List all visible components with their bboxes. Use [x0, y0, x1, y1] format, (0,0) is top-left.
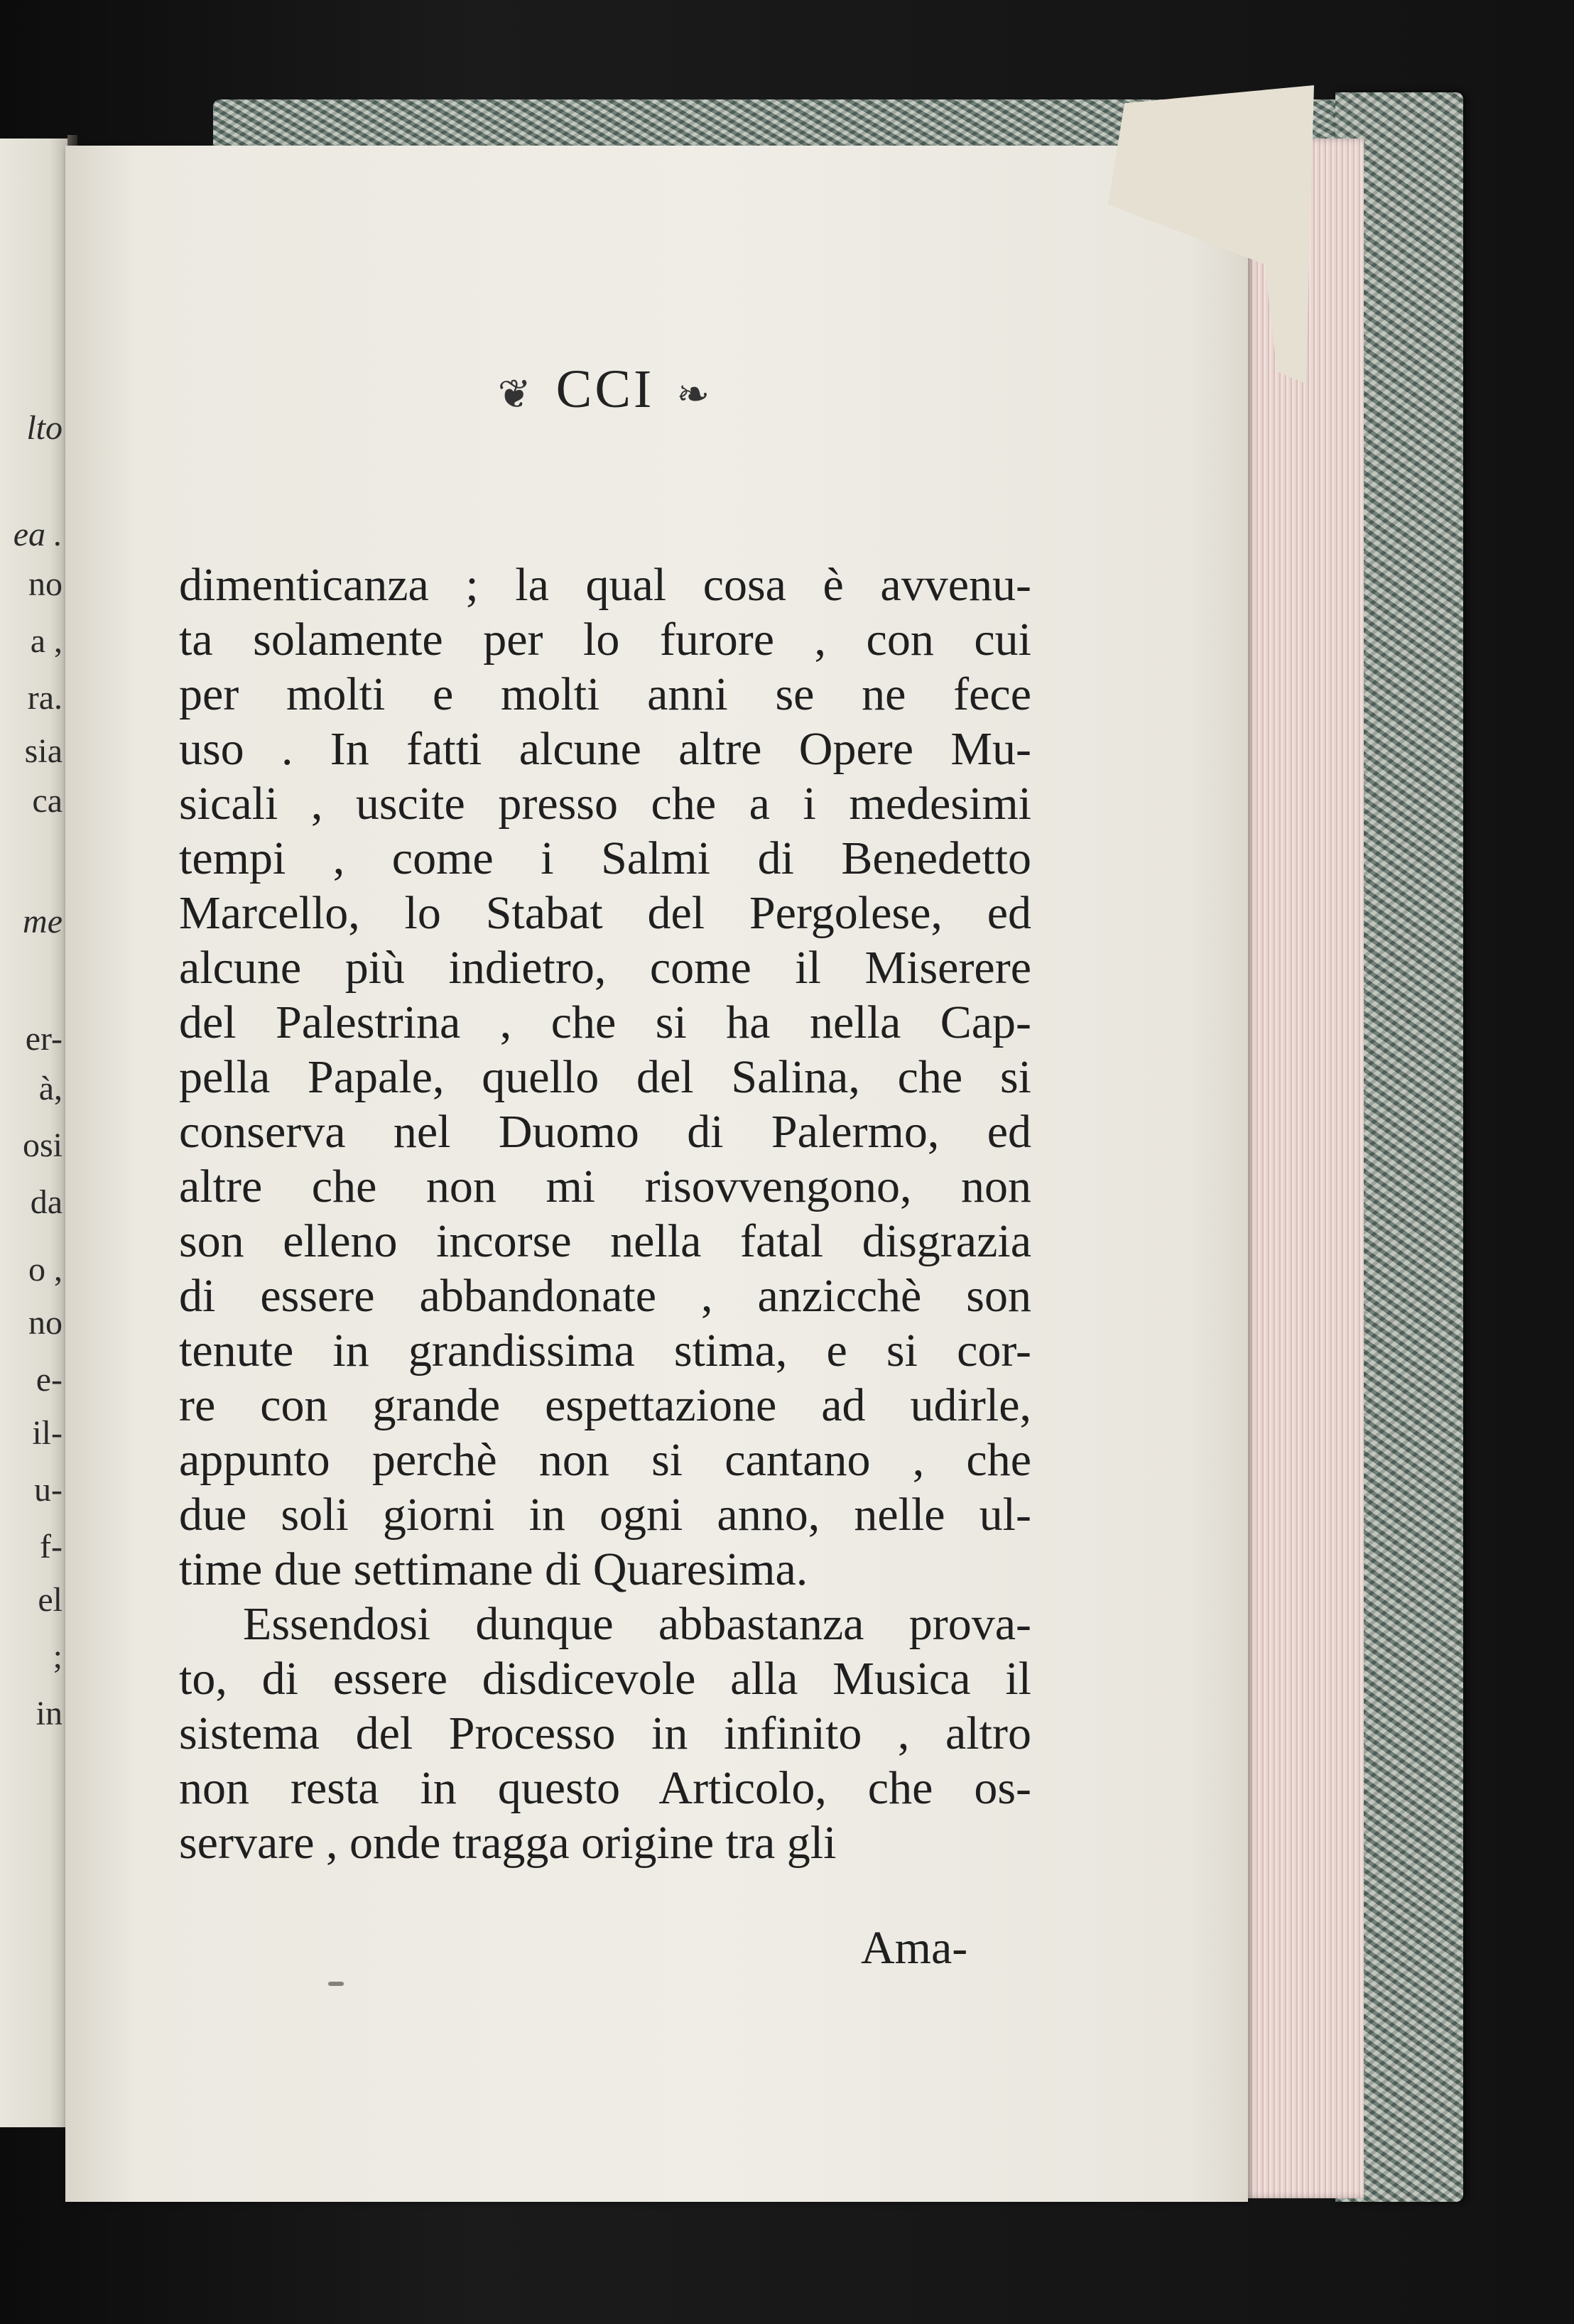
page-header	[449, 359, 761, 420]
text-line: son elleno incorse nella fatal disgrazia	[179, 1215, 1031, 1267]
left-fragment: ra.	[27, 679, 63, 717]
text-line: ta solamente per lo furore , con cui	[179, 614, 1031, 666]
text-line: pella Papale, quello del Salina, che si	[179, 1051, 1031, 1103]
body-text	[179, 558, 1031, 1870]
ornament-left-icon: ❦	[497, 373, 534, 418]
text-line: di essere abbandonate , anzicchè son	[179, 1270, 1031, 1322]
text-line: altre che non mi risovvengono, non	[179, 1161, 1031, 1212]
book-page	[65, 146, 1248, 2202]
left-fragment: ;	[53, 1638, 63, 1676]
left-fragment: f-	[40, 1528, 63, 1565]
left-fragment: el	[38, 1581, 63, 1619]
left-fragment: à,	[38, 1070, 63, 1107]
left-fragment: a ,	[30, 622, 63, 660]
text-line: conserva nel Duomo di Palermo, ed	[179, 1106, 1031, 1158]
text-line: del Palestrina , che si ha nella Cap-	[179, 997, 1031, 1048]
text-line: time due settimane di Quaresima.	[179, 1543, 808, 1595]
ornament-right-icon: ❧	[676, 373, 713, 418]
catchword: Ama-	[861, 1922, 968, 1974]
left-fragment: da	[30, 1183, 63, 1221]
left-fragment: er-	[25, 1020, 63, 1058]
text-line: re con grande espettazione ad udirle,	[179, 1379, 1031, 1431]
text-line: Marcello, lo Stabat del Pergolese, ed	[179, 887, 1031, 939]
ink-smudge	[328, 1982, 344, 1986]
left-fragment: il-	[32, 1414, 63, 1452]
text-line: appunto perchè non si cantano , che	[179, 1434, 1031, 1486]
left-fragment: lto	[26, 409, 63, 447]
text-line: due soli giorni in ogni anno, nelle ul-	[179, 1489, 1031, 1541]
text-line: dimenticanza ; la qual cosa è avvenu-	[179, 559, 1031, 611]
text-line: sicali , uscite presso che a i medesimi	[179, 778, 1031, 830]
text-line: servare , onde tragga origine tra gli	[179, 1817, 837, 1869]
left-fragment: ca	[32, 782, 63, 820]
left-facing-page	[0, 139, 71, 2127]
text-line: sistema del Processo in infinito , altro	[179, 1707, 1031, 1759]
text-line: tenute in grandissima stima, e si cor-	[179, 1325, 1031, 1377]
left-fragment: sia	[24, 732, 63, 770]
page-edges-stack	[1243, 139, 1364, 2198]
left-fragment: in	[36, 1695, 63, 1732]
left-fragment: no	[28, 1304, 63, 1342]
page-number-roman: CCI	[555, 359, 655, 419]
left-fragment: o ,	[28, 1251, 63, 1288]
left-fragment: e-	[36, 1361, 63, 1399]
left-fragment: u-	[34, 1471, 63, 1509]
left-fragment: osi	[22, 1126, 63, 1164]
left-fragment: ea .	[13, 516, 63, 553]
text-line: uso . In fatti alcune altre Opere Mu-	[179, 723, 1031, 775]
left-fragment: me	[23, 903, 63, 940]
text-line: alcune più indietro, come il Miserere	[179, 942, 1031, 994]
text-line: to, di essere disdicevole alla Musica il	[179, 1653, 1031, 1705]
left-fragment: no	[28, 565, 63, 603]
text-line: Essendosi dunque abbastanza prova-	[243, 1598, 1031, 1650]
text-line: non resta in questo Articolo, che os-	[179, 1762, 1031, 1814]
text-line: tempi , come i Salmi di Benedetto	[179, 832, 1031, 884]
text-line: per molti e molti anni se ne fece	[179, 668, 1031, 720]
